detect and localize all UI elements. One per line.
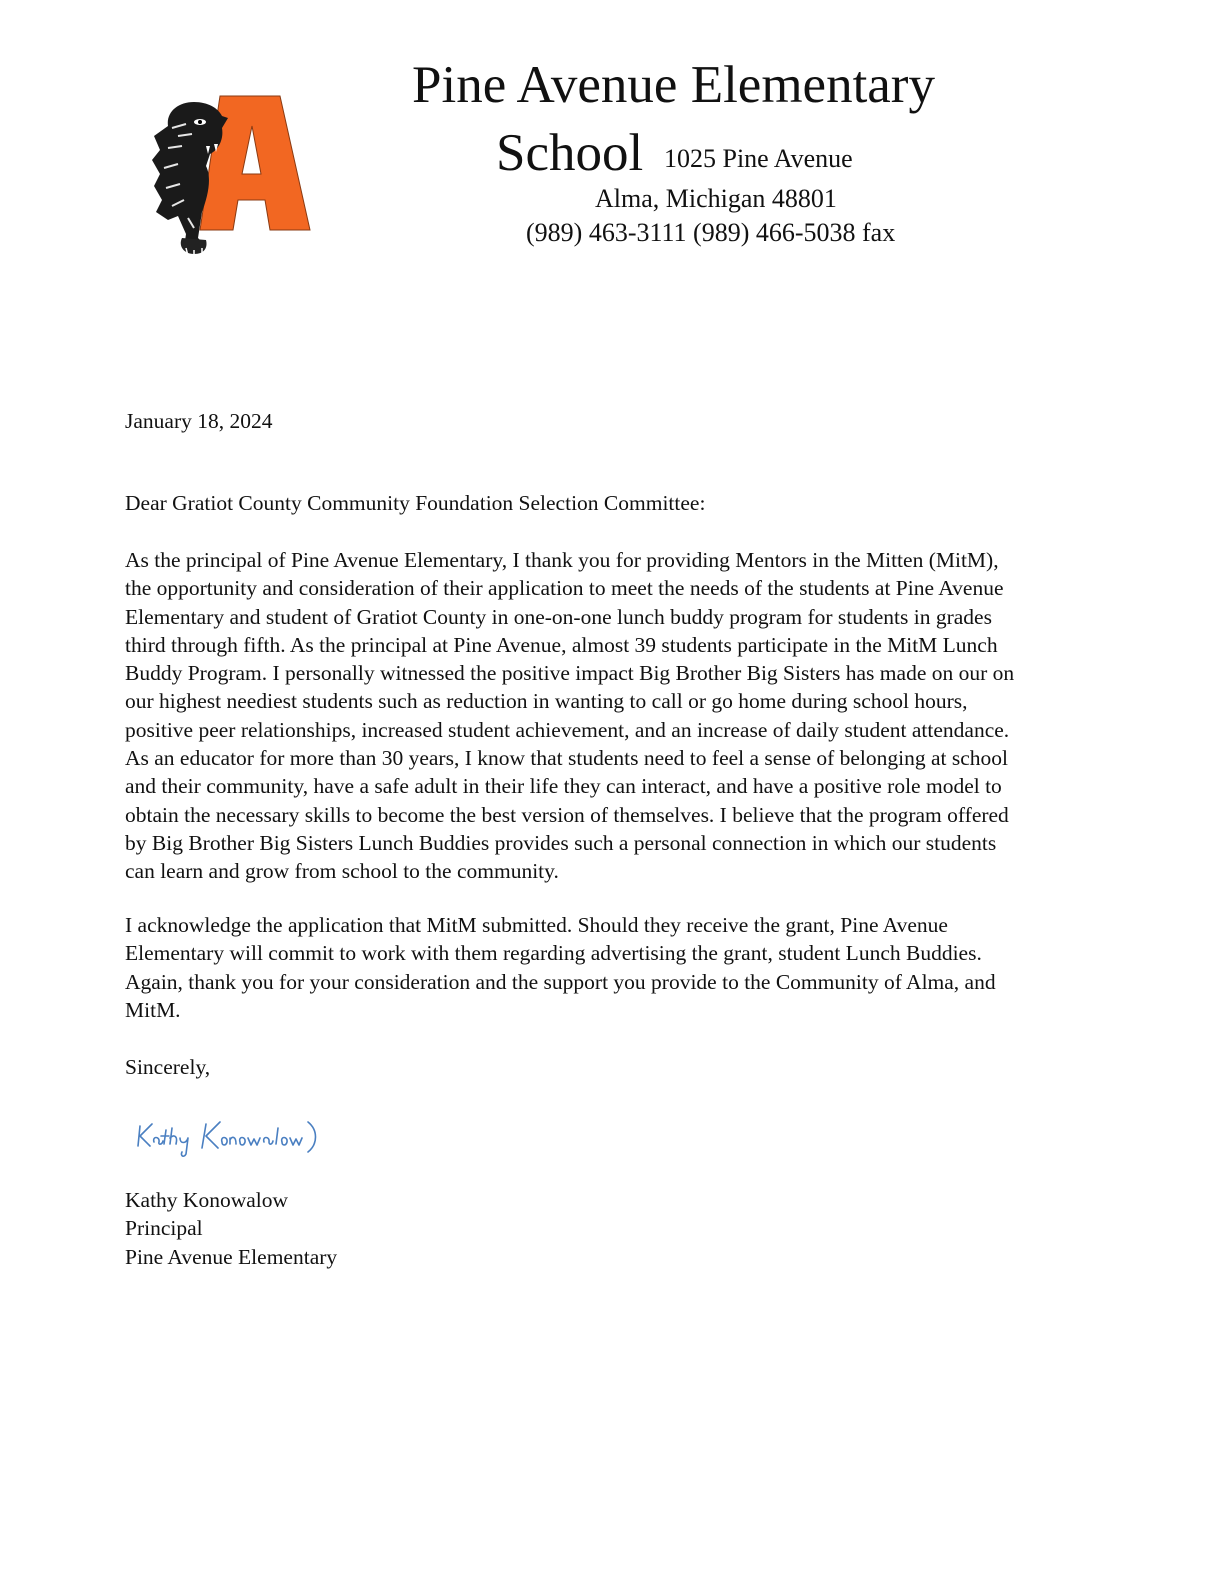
address-city: Alma, Michigan 48801 xyxy=(595,184,837,213)
signature-block xyxy=(125,1186,337,1271)
signer-title: Principal xyxy=(125,1216,203,1241)
letter-date: January 18, 2024 xyxy=(125,409,273,433)
signer-organization: Pine Avenue Elementary xyxy=(125,1244,338,1269)
panther-mascot-logo xyxy=(148,88,318,260)
letter-salutation: Dear Gratiot County Community Foundation Selection Committee: xyxy=(125,491,706,515)
letter-paragraph-2: I acknowledge the application that MitM submitted. Should they receive the grant, Pine Avenue Elementary will commit to work with them regarding advertising the grant, student Lunch Buddies. Again, thank you for your consideration and the support you provide to the Community of Alma, and MitM. xyxy=(125,913,996,1022)
letter-closing: Sincerely, xyxy=(125,1055,211,1079)
letter-paragraph-1: As the principal of Pine Avenue Elementary, I thank you for providing Mentors in the Mitten (MitM), the opportunity and consideration of their application to meet the needs of the students at Pine Avenue Elementary and student of Gratiot County in one-on-one lunch buddy program for students in grades third through fifth. As the principal at Pine Avenue, almost 39 students participate in the MitM Lunch Buddy Program. I personally witnessed the positive impact Big Brother Big Sisters has made on our on our highest neediest students such as reduction in wanting to call or go home during school hours, positive peer relationships, increased student achievement, and an increase of daily student attendance. As an educator for more than 30 years, I know that students need to feel a sense of belonging at school and their community, have a safe adult in their life they can interact, and have a positive role model to obtain the necessary skills to become the best version of themselves. I believe that the program offered by Big Brother Big Sisters Lunch Buddies provides such a personal connection in which our students can learn and grow from school to the community. xyxy=(125,548,1015,884)
school-name-line2: School xyxy=(496,124,644,182)
signer-name: Kathy Konowalow xyxy=(125,1188,289,1212)
handwritten-signature xyxy=(132,1112,342,1164)
school-name-line1: Pine Avenue Elementary xyxy=(412,56,935,114)
address-phone-fax: (989) 463-3111 (989) 466-5038 fax xyxy=(526,218,896,247)
address-street: 1025 Pine Avenue xyxy=(664,144,853,173)
